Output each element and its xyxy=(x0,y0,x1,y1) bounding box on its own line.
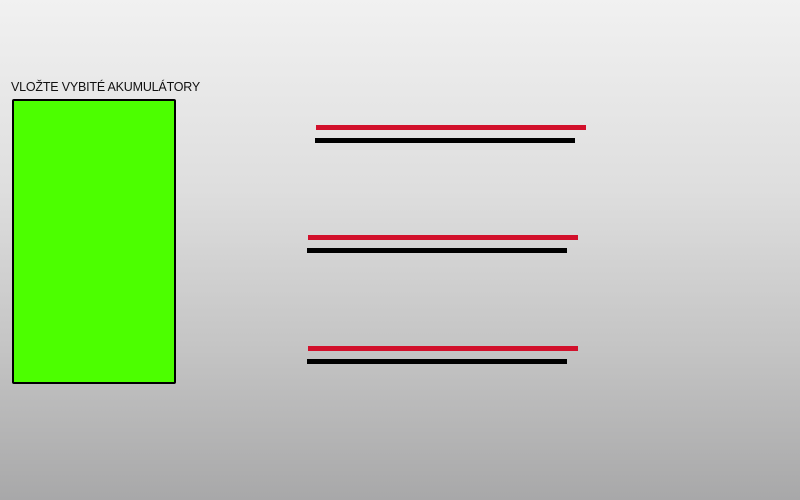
wire-negative-slot-2[interactable] xyxy=(307,248,567,253)
wire-positive-slot-3[interactable] xyxy=(308,346,578,351)
battery-drop-zone[interactable] xyxy=(12,99,176,384)
wire-negative-slot-3[interactable] xyxy=(307,359,567,364)
wire-negative-slot-1[interactable] xyxy=(315,138,575,143)
wire-positive-slot-1[interactable] xyxy=(316,125,586,130)
drop-zone-label: VLOŽTE VYBITÉ AKUMULÁTORY xyxy=(11,80,201,94)
wire-positive-slot-2[interactable] xyxy=(308,235,578,240)
